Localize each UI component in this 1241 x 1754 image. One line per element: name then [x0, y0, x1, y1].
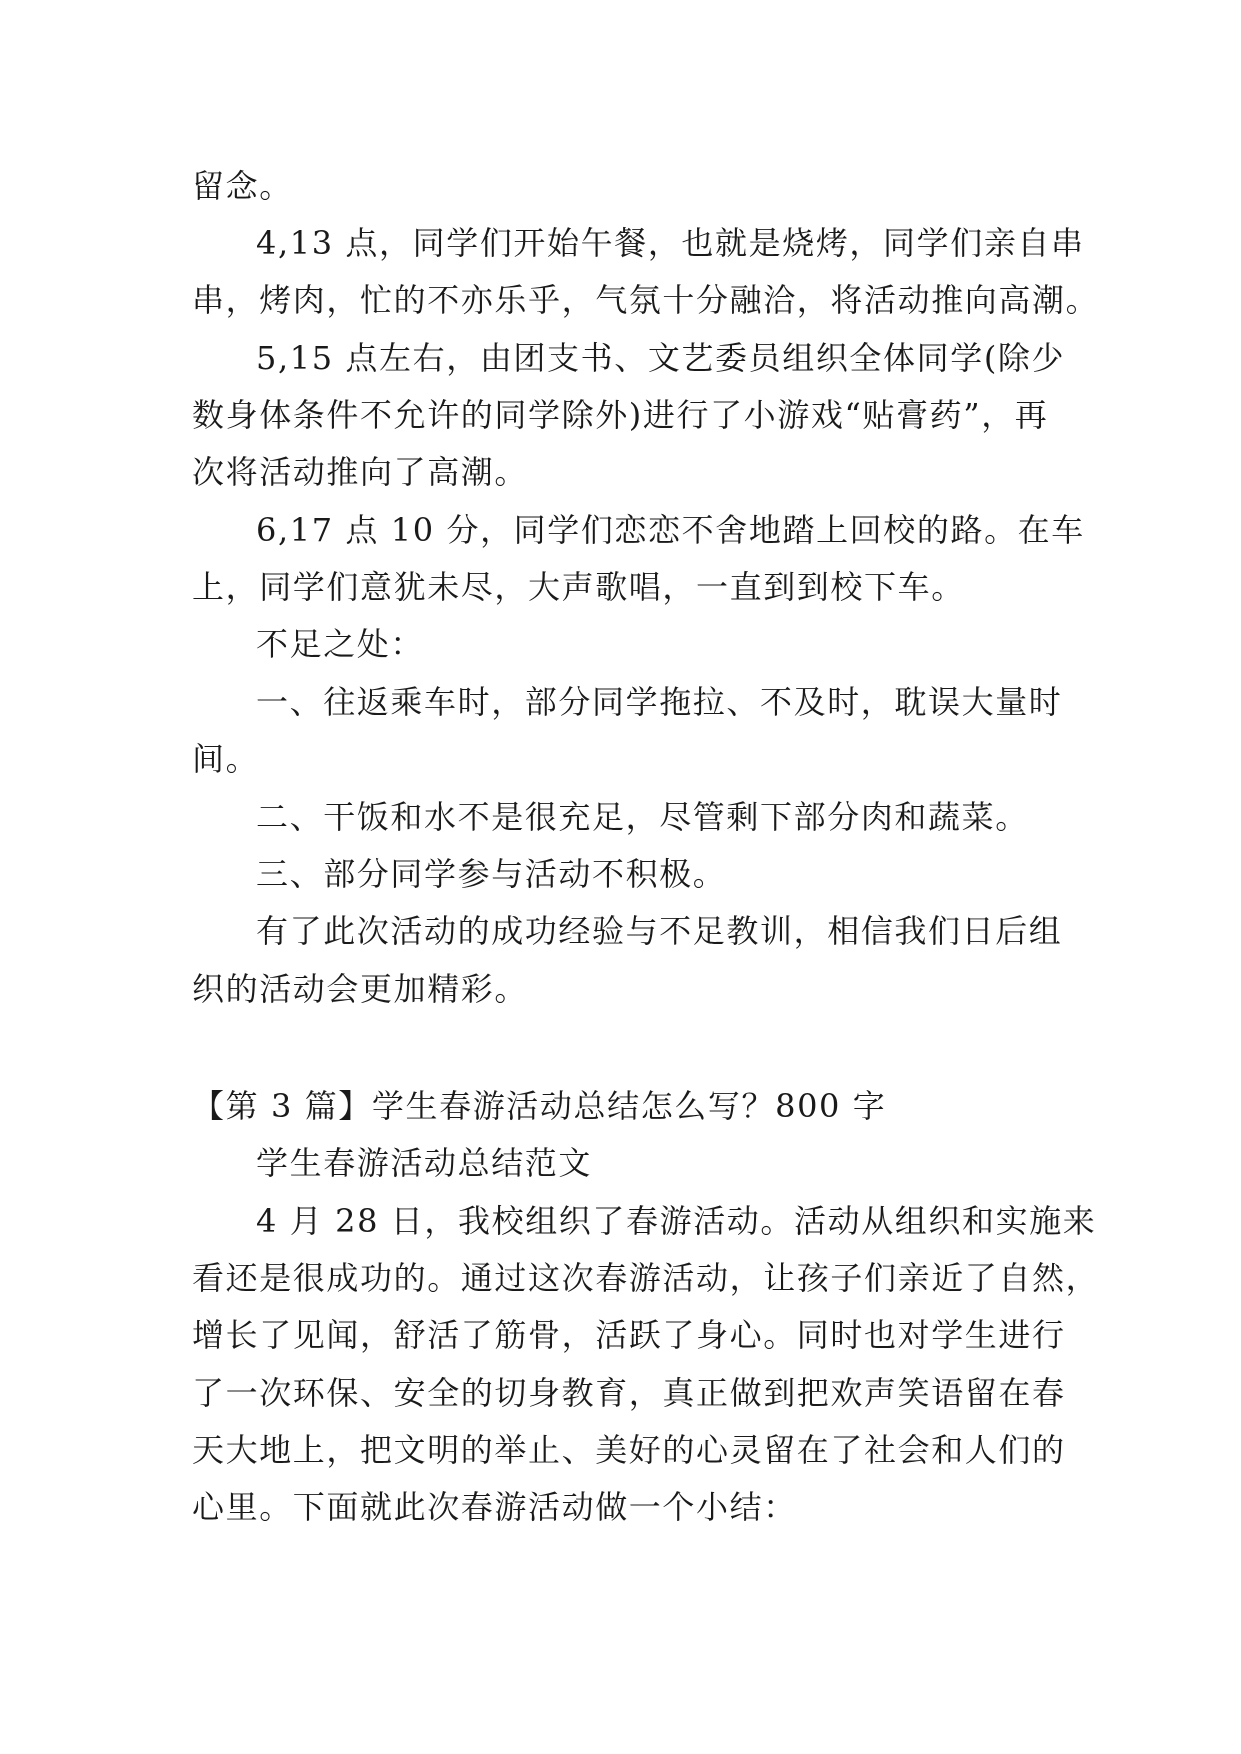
section-heading: 不足之处：	[256, 625, 425, 663]
text-line: 次将活动推向了高潮。	[192, 453, 529, 491]
text-line: 4 月 28 日，我校组织了春游活动。活动从组织和实施来	[256, 1202, 1097, 1240]
text-line: 天大地上，把文明的举止、美好的心灵留在了社会和人们的	[192, 1431, 1066, 1469]
text-line: 织的活动会更加精彩。	[192, 970, 529, 1008]
text-line: 心里。下面就此次春游活动做一个小结：	[192, 1488, 797, 1526]
text-line: 数身体条件不允许的同学除外)进行了小游戏“贴膏药”，再	[192, 396, 1049, 434]
text-line: 留念。	[192, 167, 293, 205]
text-line: 看还是很成功的。通过这次春游活动，让孩子们亲近了自然，	[192, 1259, 1100, 1297]
text-line: 间。	[192, 740, 260, 778]
text-line: 一、往返乘车时，部分同学拖拉、不及时，耽误大量时	[256, 683, 1063, 721]
text-line: 4,13 点，同学们开始午餐，也就是烧烤，同学们亲自串	[256, 224, 1085, 262]
article-title: 【第 3 篇】学生春游活动总结怎么写？800 字	[192, 1087, 887, 1125]
text-line: 了一次环保、安全的切身教育，真正做到把欢声笑语留在春	[192, 1374, 1066, 1412]
text-line: 5,15 点左右，由团支书、文艺委员组织全体同学(除少	[256, 339, 1066, 377]
text-line: 二、干饭和水不是很充足，尽管剩下部分肉和蔬菜。	[256, 798, 1029, 836]
text-line: 有了此次活动的成功经验与不足教训，相信我们日后组	[256, 912, 1063, 950]
text-line: 6,17 点 10 分，同学们恋恋不舍地踏上回校的路。在车	[256, 511, 1085, 549]
text-line: 增长了见闻，舒活了筋骨，活跃了身心。同时也对学生进行	[192, 1316, 1066, 1354]
article-subtitle: 学生春游活动总结范文	[256, 1144, 593, 1182]
text-line: 三、部分同学参与活动不积极。	[256, 855, 727, 893]
text-line: 上，同学们意犹未尽，大声歌唱，一直到到校下车。	[192, 568, 965, 606]
text-line: 串，烤肉，忙的不亦乐乎，气氛十分融洽，将活动推向高潮。	[192, 281, 1100, 319]
